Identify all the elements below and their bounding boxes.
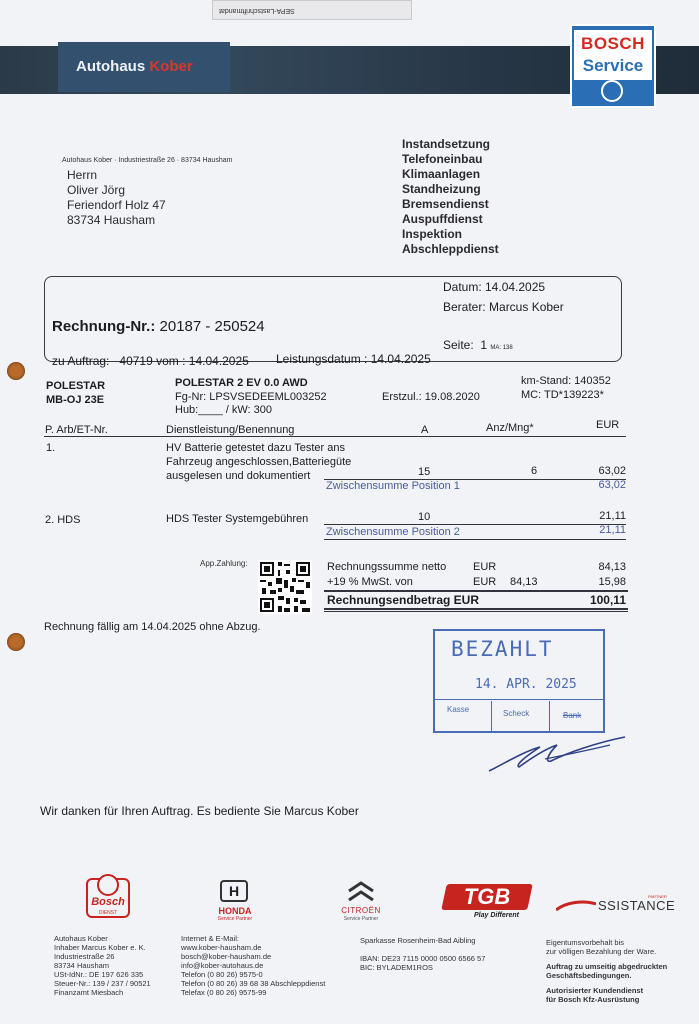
punch-hole — [7, 362, 25, 380]
total-amount: 100,11 — [589, 593, 626, 607]
invoice-advisor: Berater: Marcus Kober — [443, 300, 564, 314]
invoice-number-label: Rechnung-Nr.: — [52, 318, 156, 335]
footer-bank: Sparkasse Rosenheim-Bad Aibling IBAN: DE23 7115 0000 0500 6566 57 BIC: BYLADEM1ROS — [360, 936, 486, 972]
vehicle-details — [175, 377, 327, 418]
row2-eur: 21,11 — [599, 510, 626, 522]
footer-company: Autohaus Kober Inhaber Marcus Kober e. K. Industriestraße 26 83734 Hausham USt-IdNr.: DE 197 626 335 Steuer-Nr.: 139 / 237 / 90521 Finanzamt Miesbach — [54, 934, 151, 997]
paid-stamp — [433, 629, 605, 733]
service-item: Bremsendienst — [402, 197, 489, 211]
row1-qty: 6 — [531, 465, 538, 477]
assistance-swoosh-icon — [556, 900, 596, 912]
recipient-city: 83734 Hausham — [67, 213, 156, 227]
service-item: Standheizung — [402, 182, 481, 196]
footer-contact: Internet & E-Mail: www.kober-hausham.de bosch@kober-hausham.de info@kober-autohaus.de Telefon (0 80 26) 9575-0 Telefon (0 80 26) 39 68 38 Abschleppdienst Telefax (0 80 26) 9575-99 — [181, 934, 326, 997]
footer-legal: Eigentumsvorbehalt bis zur völligen Bezahlung der Ware. Auftrag zu umseitig abgedruckten Geschäftsbedingungen. Autorisierter Kundendienst für Bosch Kfz-Ausrüstung — [546, 938, 668, 1004]
thanks-text: Wir danken für Ihren Auftrag. Es bediente Sie Marcus Kober — [40, 804, 359, 818]
row1-pos: 1. — [46, 442, 56, 454]
bosch-dienst-armature-icon — [97, 874, 119, 896]
service-word: Service — [582, 56, 644, 75]
assistance-logo — [556, 894, 680, 918]
stamp-option-bank: Bank — [563, 711, 582, 720]
invoice-page: Seite: 1 MA: 138 — [443, 338, 513, 352]
row1-desc-line: HV Batterie getestet dazu Tester ans — [166, 442, 345, 454]
citroen-logo — [334, 880, 388, 924]
row2-bottom-divider — [324, 539, 626, 540]
stamp-option-cash: Kasse — [447, 705, 470, 714]
total-top-rule — [324, 590, 628, 592]
header-divider — [44, 436, 626, 437]
app-payment-label: App.Zahlung: — [200, 559, 248, 568]
net-amount: 84,13 — [598, 561, 626, 573]
row1-eur: 63,02 — [598, 465, 626, 477]
recipient-name: Oliver Jörg — [67, 183, 126, 197]
row2-desc: HDS Tester Systemgebühren — [166, 513, 309, 525]
row2-subtotal: 21,11 — [599, 524, 626, 536]
company-logo: Autohaus Kober — [76, 58, 193, 75]
row1-desc-line: ausgelesen und dokumentiert — [166, 470, 311, 482]
vehicle-vin: Fg-Nr: LPSVSEDEEML003252 — [175, 390, 327, 403]
tgb-sub: Play Different — [474, 912, 519, 919]
citroen-sub: Service Partner — [343, 916, 379, 922]
vat-base: 84,13 — [510, 576, 538, 588]
stamp-title: BEZAHLT — [451, 637, 554, 661]
honda-word: HONDA — [218, 906, 252, 916]
tgb-word: TGB — [463, 884, 511, 909]
due-text: Rechnung fällig am 14.04.2025 ohne Abzug. — [44, 621, 261, 633]
row1-subtotal: 63,02 — [598, 479, 626, 491]
bosch-dienst-logo — [86, 874, 132, 924]
vat-label: +19 % MwSt. von — [327, 576, 413, 588]
col-header-qty: Anz/Mng* — [486, 422, 534, 434]
invoice-number — [52, 318, 265, 335]
net-currency: EUR — [473, 561, 497, 573]
stamp-sep — [549, 701, 550, 731]
stamp-option-cheque: Scheck — [503, 709, 530, 718]
services-list — [402, 137, 499, 257]
total-bottom-rule-2 — [324, 611, 628, 612]
col-header-pos: P. Arb/ET-Nr. — [45, 424, 108, 436]
col-header-eur: EUR — [596, 419, 620, 431]
invoice-number-value: 20187 - 250524 — [159, 318, 265, 335]
row1-subtotal-label: Zwischensumme Position 1 — [326, 480, 460, 492]
recipient-street: Feriendorf Holz 47 — [67, 198, 166, 212]
citroen-chevrons-icon — [346, 880, 376, 904]
vehicle-km: km-Stand: 140352 — [521, 375, 611, 387]
bosch-armature-icon — [601, 80, 623, 102]
invoice-date: Datum: 14.04.2025 — [443, 280, 546, 294]
sepa-mandate-strip: SEPA-Lastschriftmandat — [212, 0, 412, 20]
stamp-divider — [435, 699, 603, 700]
vat-amount: 15,98 — [598, 576, 626, 588]
recipient-salutation: Herrn — [67, 168, 98, 182]
service-date: Leistungsdatum : 14.04.2025 — [276, 352, 431, 366]
honda-logo — [208, 880, 262, 924]
punch-hole — [7, 633, 25, 651]
order-line: zu Auftrag: 40719 vom : 14.04.2025 — [52, 354, 249, 368]
honda-h-icon: H — [220, 880, 248, 902]
service-item: Telefoneinbau — [402, 152, 483, 166]
service-item: Instandsetzung — [402, 137, 491, 151]
vehicle-first-registration: Erstzul.: 19.08.2020 — [382, 391, 480, 403]
total-label: Rechnungsendbetrag EUR — [327, 593, 480, 607]
honda-sub: Service Partner — [217, 916, 253, 922]
service-item: Auspuffdienst — [402, 212, 483, 226]
bosch-dienst-word: Bosch — [91, 896, 125, 908]
net-label: Rechnungssumme netto — [327, 561, 447, 573]
citroen-word: CITROËN — [341, 906, 381, 915]
service-item: Klimaanlagen — [402, 167, 481, 181]
vehicle-mileage — [521, 374, 611, 402]
row2-a: 10 — [418, 511, 431, 523]
row2-subtotal-label: Zwischensumme Position 2 — [326, 526, 460, 538]
vehicle-brand: POLESTAR — [46, 380, 106, 392]
col-header-a: A — [421, 424, 429, 436]
vehicle-plate: MB-OJ 23E — [46, 394, 105, 406]
assistance-sub: PARTNER — [648, 894, 667, 899]
signature-icon — [485, 733, 630, 775]
row1-a: 15 — [418, 466, 431, 478]
bosch-dienst-sub: DIENST — [98, 910, 118, 916]
vehicle-model: POLESTAR 2 EV 0.0 AWD — [175, 377, 308, 389]
stamp-date: 14. APR. 2025 — [475, 677, 577, 692]
bosch-word: BOSCH — [581, 34, 645, 53]
total-bottom-rule-1 — [324, 608, 628, 610]
stamp-sep — [491, 701, 492, 731]
service-item: Abschleppdienst — [402, 242, 499, 256]
vehicle-hub: Hub:____ / kW: 300 — [175, 404, 273, 416]
assistance-word: SSISTANCE — [598, 898, 676, 913]
vat-currency: EUR — [473, 576, 497, 588]
col-header-desc: Dienstleistung/Benennung — [166, 424, 295, 436]
vehicle-brand-plate — [46, 379, 105, 407]
row2-pos: 2. HDS — [45, 514, 81, 526]
payment-qr-code-icon[interactable] — [258, 560, 312, 614]
tgb-logo — [444, 884, 534, 920]
row1-desc — [166, 441, 351, 483]
vehicle-mc: MC: TD*139223* — [521, 389, 604, 401]
row1-desc-line: Fahrzeug angeschlossen,Batteriegüte — [166, 456, 352, 468]
sender-line: Autohaus Kober · Industriestraße 26 · 83734 Hausham — [62, 157, 233, 164]
recipient-address — [67, 168, 166, 228]
service-item: Inspektion — [402, 227, 463, 241]
